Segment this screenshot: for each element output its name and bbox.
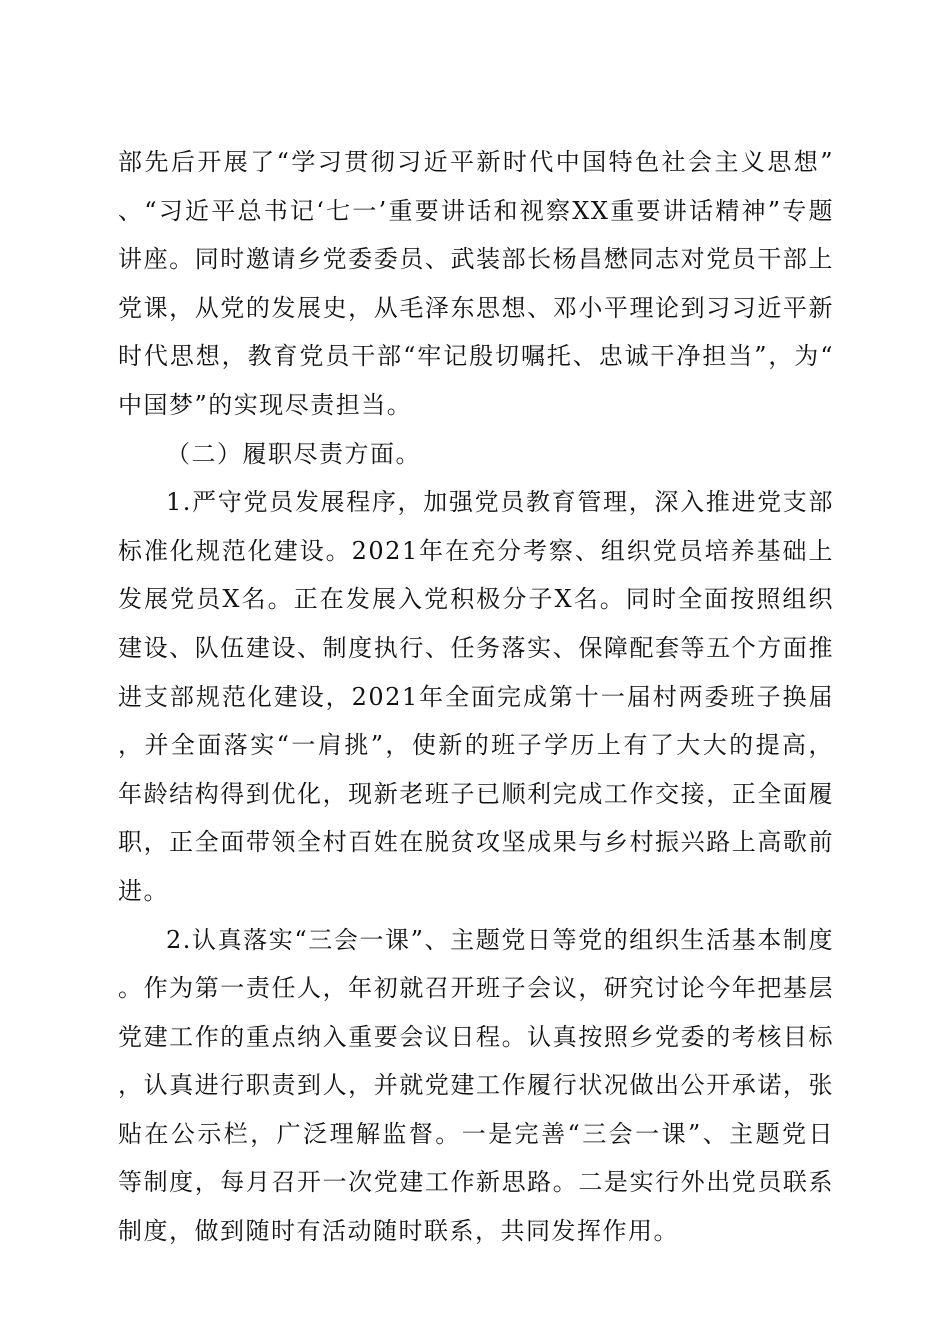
paragraph-item-2: 2.认真落实“三会一课”、主题党日等党的组织生活基本制度。作为第一责任人，年初就召开班子会议，研究讨论今年把基层党建工作的重点纳入重要会议日程。认真按照乡党委的考核目标，认真进行职责到人，并就党建工作履行状况做出公开承诺，张贴在公示栏，广泛理解监督。一是完善“三会一课”、主题党日等制度，每月召开一次党建工作新思路。二是实行外出党员联系制度，做到随时有活动随时联系，共同发挥作用。 bbox=[118, 925, 834, 1246]
paragraph-item-1: 1.严守党员发展程序，加强党员教育管理，深入推进党支部标准化规范化建设。2021年在充分考察、组织党员培养基础上发展党员X名。正在发展入党积极分子X名。同时全面按照组织建设、队伍建设、制度执行、任务落实、保障配套等五个方面推进支部规范化建设，2021年全面完成第十一届村两委班子换届，并全面落实“一肩挑”，使新的班子学历上有了大大的提高，年龄结构得到优化，现新老班子已顺利完成工作交接，正全面履职，正全面带领全村百姓在脱贫攻坚成果与乡村振兴路上高歌前进。 bbox=[118, 488, 834, 905]
document-body bbox=[118, 138, 834, 1256]
section-heading: （二）履职尽责方面。 bbox=[166, 439, 421, 468]
paragraph-intro-continuation: 部先后开展了“学习贯彻习近平新时代中国特色社会主义思想”、“习近平总书记‘七一’重要讲话和视察XX重要讲话精神”专题讲座。同时邀请乡党委委员、武装部长杨昌懋同志对党员干部上党课，从党的发展史，从毛泽东思想、邓小平理论到习习近平新时代思想，教育党员干部“牢记殷切嘱托、忠诚干净担当”，为“中国梦”的实现尽责担当。 bbox=[118, 148, 834, 419]
